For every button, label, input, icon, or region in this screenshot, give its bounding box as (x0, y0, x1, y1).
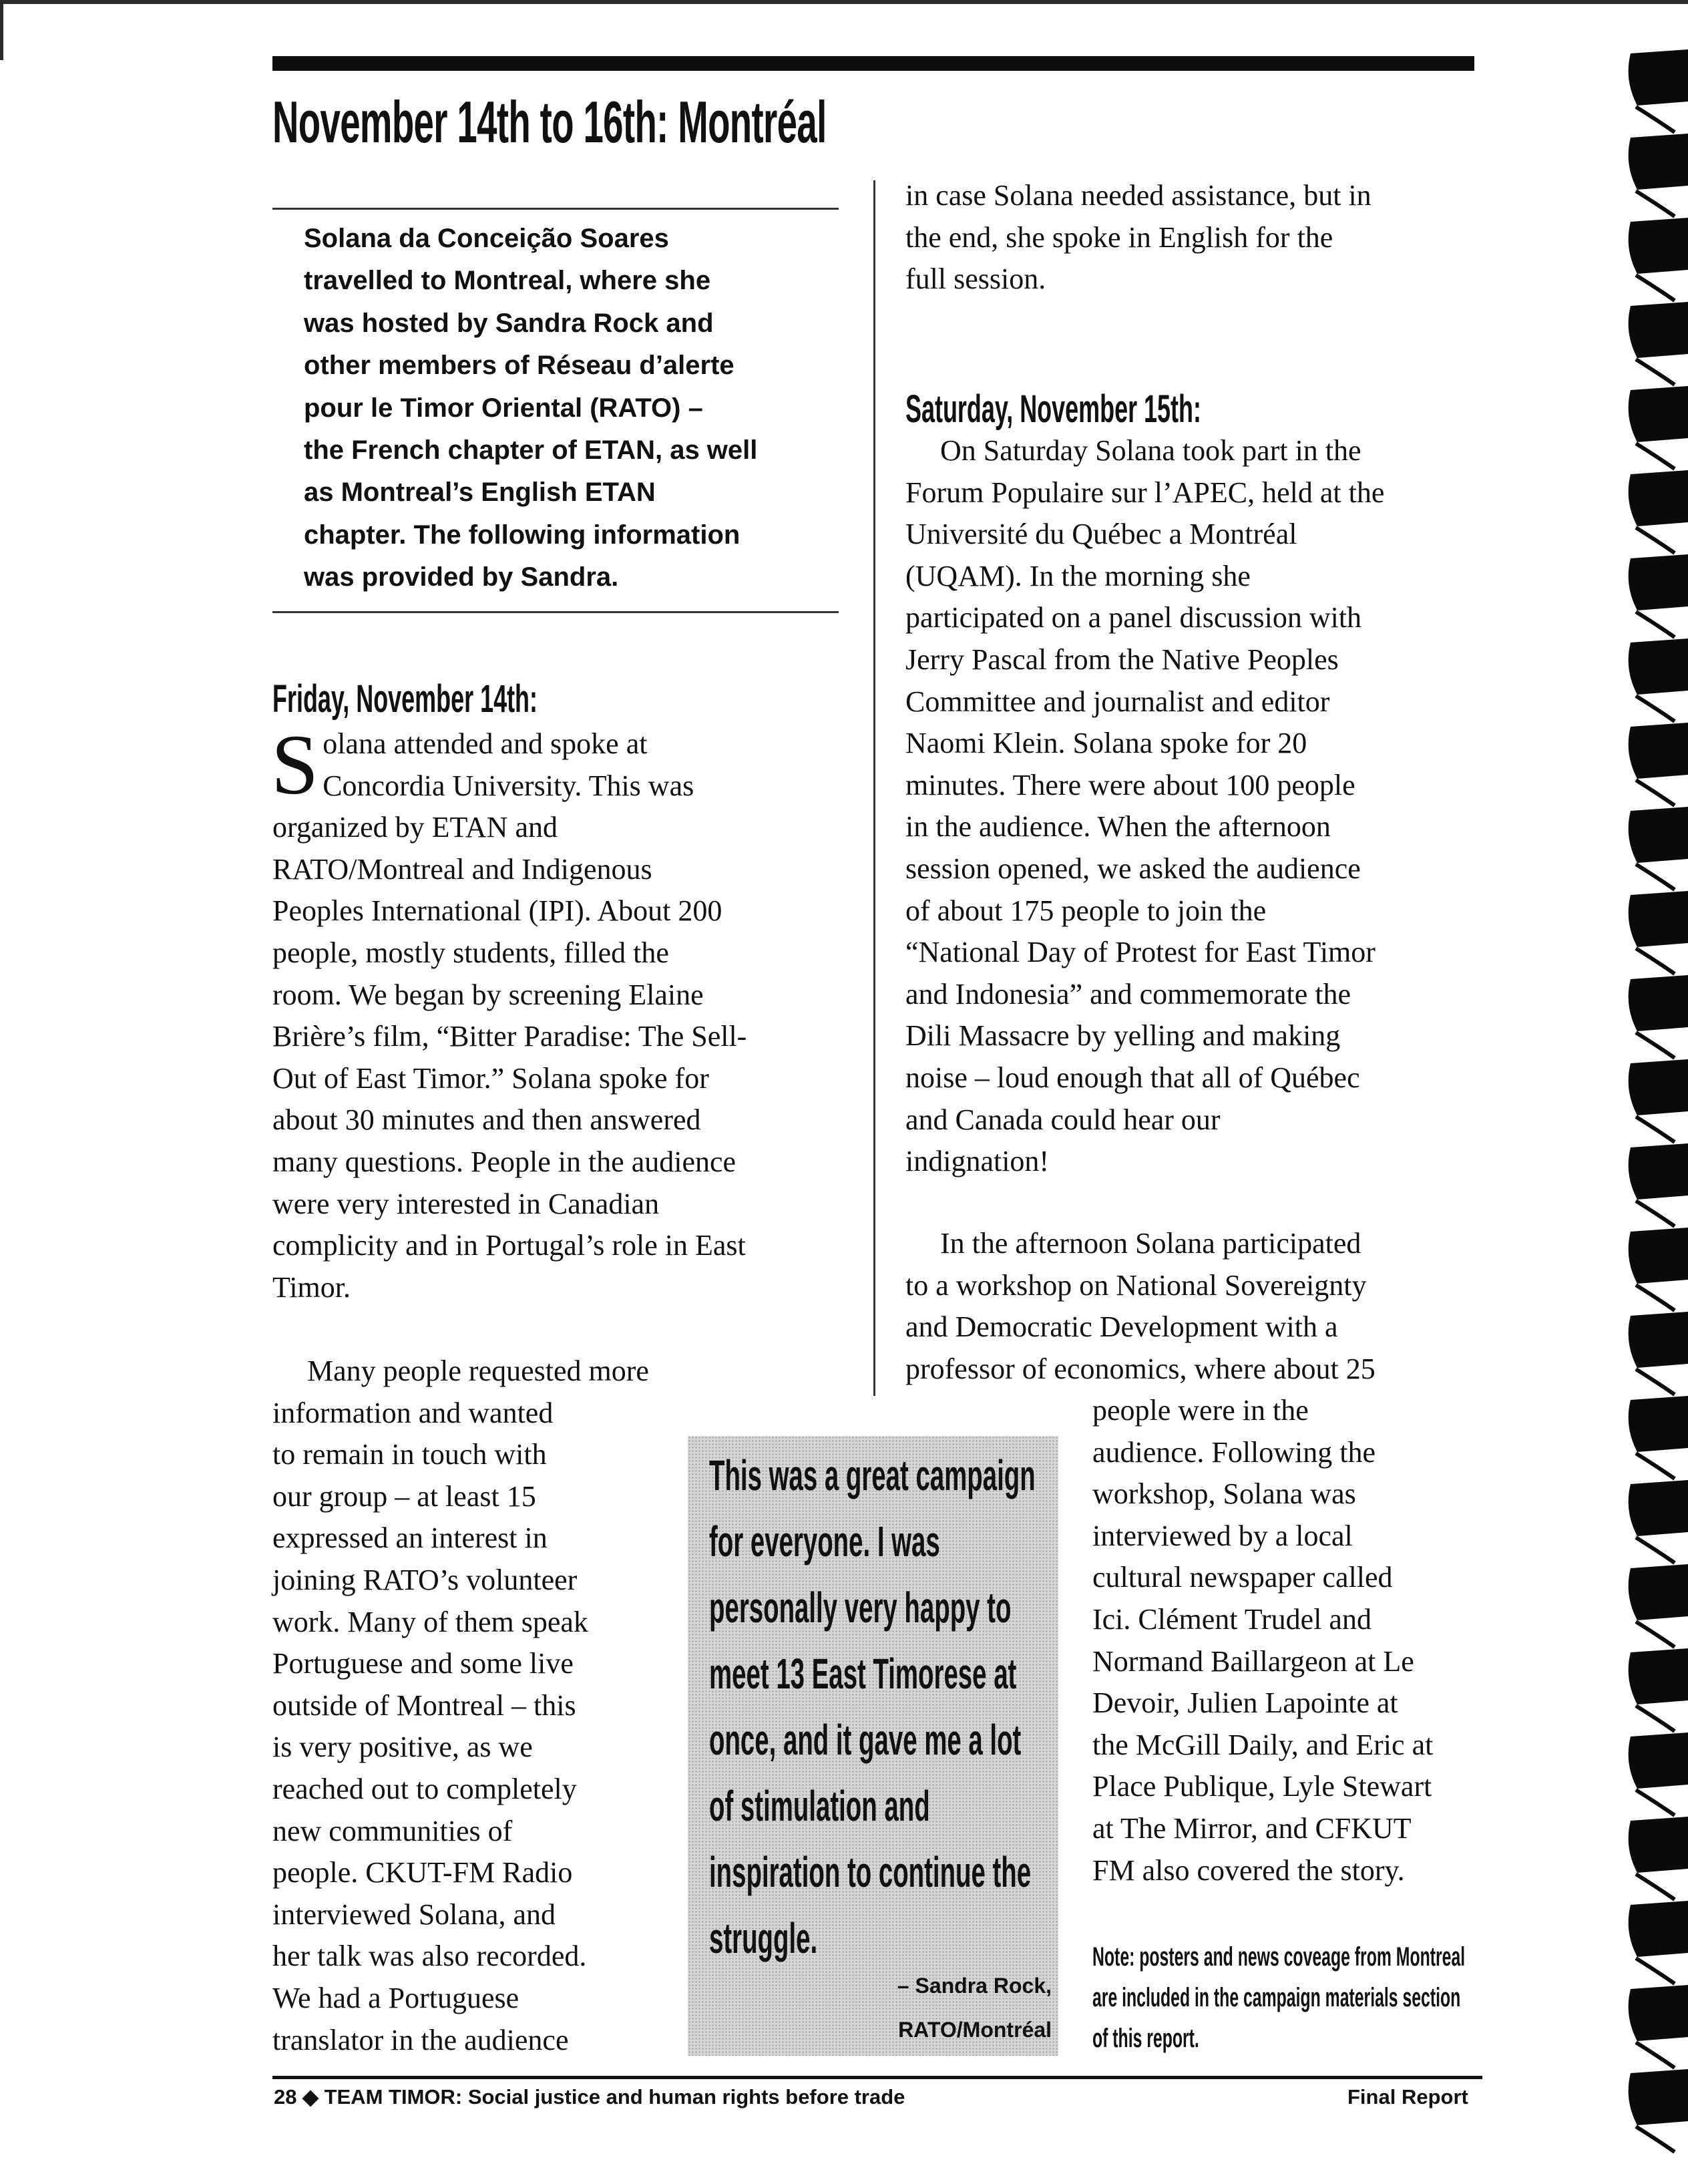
saturday-paragraph-1 (905, 430, 1493, 1183)
binding-wire (1636, 1874, 1675, 1899)
body-line: to remain in touch with (272, 1438, 547, 1471)
binding-hole (1629, 1059, 1688, 1115)
body-line: Naomi Klein. Solana spoke for 20 (905, 727, 1307, 760)
quote-line: meet 13 East Timorese at (709, 1650, 1017, 1698)
materials-note (1092, 1937, 1466, 2059)
column-divider (873, 180, 875, 1396)
body-line: Université du Québec a Montréal (905, 518, 1297, 551)
body-line: translator in the audience (272, 2023, 569, 2056)
binding-wire (1636, 1537, 1675, 1563)
intro-line: the French chapter of ETAN, as well (304, 435, 758, 466)
binding-wire (1636, 1453, 1675, 1479)
footer-report-label: Final Report (1347, 2085, 1468, 2109)
body-line: in the audience. When the afternoon (905, 810, 1331, 844)
binding-wire (1636, 1285, 1675, 1310)
body-line: indignation! (905, 1145, 1050, 1178)
body-line: audience. Following the (1092, 1435, 1376, 1469)
binding-hole (1629, 1648, 1688, 1704)
footer-title: TEAM TIMOR: Social justice and human rights before trade (324, 2085, 905, 2109)
body-line: session opened, we asked the audience (905, 852, 1361, 885)
friday-paragraph-1 (271, 717, 860, 1308)
body-line: and Canada could hear our (905, 1103, 1221, 1136)
binding-hole (1629, 1564, 1688, 1620)
body-line: work. Many of them speak (272, 1605, 588, 1638)
body-line: FM also covered the story. (1092, 1853, 1405, 1887)
binding-hole (1629, 1901, 1688, 1957)
quote-line: This was a great campaign (709, 1451, 1036, 1499)
binding-hole (1629, 1228, 1688, 1284)
body-line: Brière’s film, “Bitter Paradise: The Sell- (272, 1020, 747, 1053)
binding-wire (1636, 1706, 1675, 1731)
body-line: the McGill Daily, and Eric at (1092, 1728, 1434, 1761)
drop-cap: S (271, 717, 319, 812)
intro-line: Solana da Conceição Soares (304, 224, 669, 253)
body-line: expressed an interest in (272, 1521, 548, 1555)
binding-wire (1636, 696, 1675, 721)
binding-wire (1636, 275, 1675, 301)
body-line: interviewed Solana, and (272, 1897, 556, 1931)
body-line: information and wanted (272, 1396, 554, 1429)
body-line: full session. (905, 262, 1046, 296)
body-line: at The Mirror, and CFKUT (1092, 1811, 1412, 1845)
binding-wire (1636, 191, 1675, 216)
body-line: Many people requested more (307, 1354, 649, 1387)
body-line: RATO/Montreal and Indigenous (272, 852, 652, 886)
binding-wire (1636, 1369, 1675, 1395)
body-line: room. We began by screening Elaine (272, 978, 704, 1011)
quote-line: inspiration to continue the (709, 1848, 1032, 1896)
binding-hole (1629, 2069, 1688, 2125)
intro-line: was provided by Sandra. (304, 562, 619, 592)
binding-hole (1629, 891, 1688, 947)
body-line: Dili Massacre by yelling and making (905, 1019, 1341, 1053)
body-line: (UQAM). In the morning she (905, 559, 1251, 592)
body-line: Ici. Clément Trudel and (1092, 1602, 1372, 1636)
body-line: to a workshop on National Sovereignty (905, 1268, 1367, 1302)
binding-wire (1636, 359, 1675, 385)
body-line: Timor. (272, 1270, 351, 1304)
binding-wire (1636, 528, 1675, 553)
body-line: Jerry Pascal from the Native Peoples (905, 643, 1339, 676)
body-line: people. CKUT-FM Radio (272, 1856, 573, 1889)
binding-wire (1636, 1790, 1675, 1815)
binding-wire (1636, 1201, 1675, 1226)
binding-wire (1636, 443, 1675, 469)
pull-quote-text (709, 1443, 1062, 1972)
quote-line: struggle. (709, 1914, 818, 1962)
binding-hole (1629, 1312, 1688, 1368)
binding-hole (1629, 1143, 1688, 1200)
binding-wire (1636, 1622, 1675, 1647)
saturday-paragraph-2 (905, 1223, 1493, 1390)
body-line: We had a Portuguese (272, 1981, 519, 2014)
body-line: complicity and in Portugal’s role in East (272, 1229, 746, 1262)
body-line: our group – at least 15 (272, 1479, 536, 1513)
binding-hole (1629, 807, 1688, 863)
binding-hole (1629, 49, 1688, 106)
body-line: reached out to completely (272, 1772, 577, 1805)
body-line: organized by ETAN and (272, 811, 558, 844)
intro-line: chapter. The following information (304, 520, 741, 550)
body-line: Peoples International (IPI). About 200 (272, 894, 722, 928)
body-line: many questions. People in the audience (272, 1145, 736, 1178)
saturday-paragraph-3 (1092, 1390, 1493, 1891)
quote-line: personally very happy to (709, 1584, 1012, 1632)
body-line: olana attended and spoke at (323, 727, 648, 760)
binding-wire (1636, 864, 1675, 890)
body-line: noise – loud enough that all of Québec (905, 1061, 1360, 1094)
note-line: are included in the campaign materials section (1092, 1983, 1461, 2012)
binding-wire (1636, 107, 1675, 132)
page-title: November 14th to 16th: Montréal (272, 89, 827, 155)
binding-wire (1636, 948, 1675, 974)
quote-line: of stimulation and (709, 1782, 930, 1830)
intro-line: pour le Timor Oriental (RATO) – (304, 393, 703, 423)
binding-wire (1636, 2127, 1675, 2152)
binding-wire (1636, 1033, 1675, 1058)
intro-line: as Montreal’s English ETAN (304, 478, 656, 508)
body-line: Devoir, Julien Lapointe at (1092, 1686, 1398, 1720)
body-line: Concordia University. This was (323, 769, 694, 802)
body-line: Forum Populaire sur l’APEC, held at the (905, 476, 1385, 509)
intro-line: was hosted by Sandra Rock and (304, 308, 714, 338)
intro-line: other members of Réseau d’alerte (304, 351, 734, 381)
body-line: On Saturday Solana took part in the (940, 434, 1361, 467)
pull-quote-attribution (897, 1964, 1052, 2052)
body-line: Portuguese and some live (272, 1647, 574, 1680)
body-line: of about 175 people to join the (905, 894, 1267, 927)
header-rule (272, 56, 1474, 71)
scan-edge-left (0, 0, 3, 60)
binding-hole (1629, 554, 1688, 610)
body-line: Out of East Timor.” Solana spoke for (272, 1061, 709, 1095)
binding-wire (1636, 780, 1675, 805)
quote-line: for everyone. I was (709, 1517, 940, 1566)
binding-hole (1629, 723, 1688, 779)
pull-quote-box (688, 1436, 1058, 2056)
body-line: and Democratic Development with a (905, 1310, 1338, 1344)
binding-wire (1636, 2042, 1675, 2068)
body-line: in case Solana needed assistance, but in (905, 179, 1372, 212)
body-line: the end, she spoke in English for the (905, 220, 1333, 254)
body-line: participated on a panel discussion with (905, 601, 1362, 634)
binding-wire (1636, 1958, 1675, 1984)
body-line: workshop, Solana was (1092, 1477, 1356, 1511)
quote-line: once, and it gave me a lot (709, 1716, 1022, 1764)
body-line: “National Day of Protest for East Timor (905, 936, 1376, 969)
footer-rule (272, 2076, 1482, 2079)
body-line: professor of economics, where about 25 (905, 1352, 1376, 1385)
continued-paragraph (905, 175, 1493, 301)
binding-hole (1629, 470, 1688, 526)
intro-line: travelled to Montreal, where she (304, 266, 711, 296)
binding-hole (1629, 1817, 1688, 1873)
intro-bottom-rule (272, 611, 839, 613)
body-line: cultural newspaper called (1092, 1561, 1393, 1594)
page-number: 28 (274, 2085, 297, 2109)
body-line: and Indonesia” and commemorate the (905, 977, 1351, 1011)
binding-wire (1636, 1117, 1675, 1142)
binding-hole (1629, 639, 1688, 695)
intro-top-rule (272, 208, 839, 210)
friday-paragraph-2 (272, 1350, 686, 2061)
body-line: people were in the (1092, 1394, 1309, 1427)
friday-heading: Friday, November 14th: (272, 677, 538, 721)
note-line: Note: posters and news coveage from Montreal (1092, 1942, 1466, 1972)
body-line: Committee and journalist and editor (905, 685, 1330, 718)
body-line: interviewed by a local (1092, 1519, 1353, 1552)
scan-edge-top (0, 0, 1688, 4)
body-line: about 30 minutes and then answered (272, 1103, 701, 1137)
spiral-binding-icon (1611, 40, 1688, 2164)
body-line: people, mostly students, filled the (272, 936, 669, 969)
body-line: Place Publique, Lyle Stewart (1092, 1770, 1432, 1803)
body-line: joining RATO’s volunteer (272, 1563, 578, 1596)
saturday-heading: Saturday, November 15th: (905, 387, 1201, 431)
body-line: outside of Montreal – this (272, 1688, 576, 1722)
bullet-icon: ◆ (302, 2085, 319, 2109)
binding-hole (1629, 134, 1688, 190)
binding-wire (1636, 612, 1675, 637)
body-line: In the afternoon Solana participated (940, 1227, 1361, 1260)
footer-left (274, 2082, 905, 2112)
binding-hole (1629, 386, 1688, 442)
binding-hole (1629, 1733, 1688, 1789)
body-line: is very positive, as we (272, 1731, 533, 1764)
body-line: new communities of (272, 1814, 513, 1847)
attribution-org: RATO/Montréal (898, 2018, 1052, 2042)
binding-hole (1629, 1396, 1688, 1452)
body-line: Normand Baillargeon at Le (1092, 1644, 1414, 1678)
binding-hole (1629, 218, 1688, 274)
body-line: her talk was also recorded. (272, 1940, 587, 1973)
body-line: were very interested in Canadian (272, 1187, 660, 1220)
attribution-name: – Sandra Rock, (897, 1974, 1052, 1998)
binding-hole (1629, 1985, 1688, 2041)
binding-hole (1629, 975, 1688, 1031)
body-line: minutes. There were about 100 people (905, 768, 1355, 801)
binding-hole (1629, 302, 1688, 358)
binding-hole (1629, 1480, 1688, 1536)
note-line: of this report. (1092, 2024, 1199, 2053)
intro-summary (304, 218, 838, 599)
